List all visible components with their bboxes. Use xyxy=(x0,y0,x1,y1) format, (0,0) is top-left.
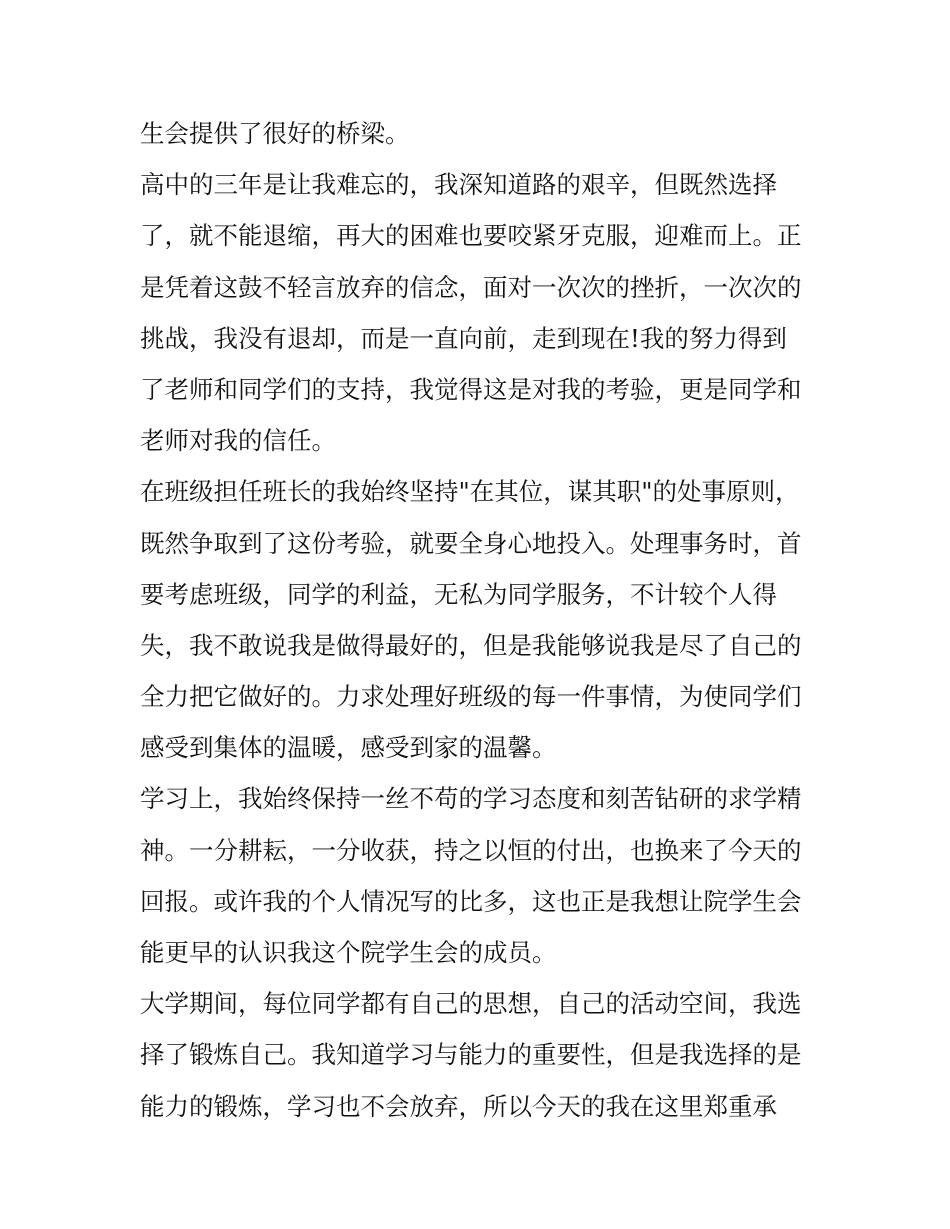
body-text xyxy=(140,108,820,1132)
text-line: 感受到集体的温暖，感受到家的温馨。 xyxy=(140,733,557,763)
text-line: 既然争取到了这份考验，就要全身心地投入。处理事务时，首 xyxy=(140,528,802,558)
text-line: 能更早的认识我这个院学生会的成员。 xyxy=(140,938,557,967)
text-line: 能力的锻炼，学习也不会放弃，所以今天的我在这里郑重承 xyxy=(140,1091,777,1121)
text-line: 全力把它做好的。力求处理好班级的每一件事情，为使同学们 xyxy=(140,682,802,712)
text-line: 择了锻炼自己。我知道学习与能力的重要性，但是我选择的是 xyxy=(140,1040,802,1070)
text-line: 生会提供了很好的桥梁。 xyxy=(140,119,410,148)
text-line: 神。一分耕耘，一分收获，持之以恒的付出，也换来了今天的 xyxy=(140,835,802,865)
text-line: 回报。或许我的个人情况写的比多，这也正是我想让院学生会 xyxy=(140,886,802,916)
text-line: 要考虑班级，同学的利益，无私为同学服务，不计较个人得 xyxy=(140,579,777,609)
text-line: 学习上，我始终保持一丝不苟的学习态度和刻苦钻研的求学精 xyxy=(140,784,802,814)
text-line: 了老师和同学们的支持，我觉得这是对我的考验，更是同学和 xyxy=(140,374,802,404)
text-line: 了，就不能退缩，再大的困难也要咬紧牙克服，迎难而上。正 xyxy=(140,221,802,251)
text-line: 大学期间，每位同学都有自己的思想，自己的活动空间，我选 xyxy=(140,989,802,1019)
text-line: 是凭着这鼓不轻言放弃的信念，面对一次次的挫折，一次次的 xyxy=(140,272,802,302)
text-line: 老师对我的信任。 xyxy=(140,426,336,456)
text-line: 失，我不敢说我是做得最好的，但是我能够说我是尽了自己的 xyxy=(140,630,802,660)
text-line: 挑战，我没有退却，而是一直向前，走到现在!我的努力得到 xyxy=(140,323,787,353)
text-line: 高中的三年是让我难忘的，我深知道路的艰辛，但既然选择 xyxy=(140,170,777,200)
text-line: 在班级担任班长的我始终坚持"在其位，谋其职"的处事原则， xyxy=(140,477,800,507)
